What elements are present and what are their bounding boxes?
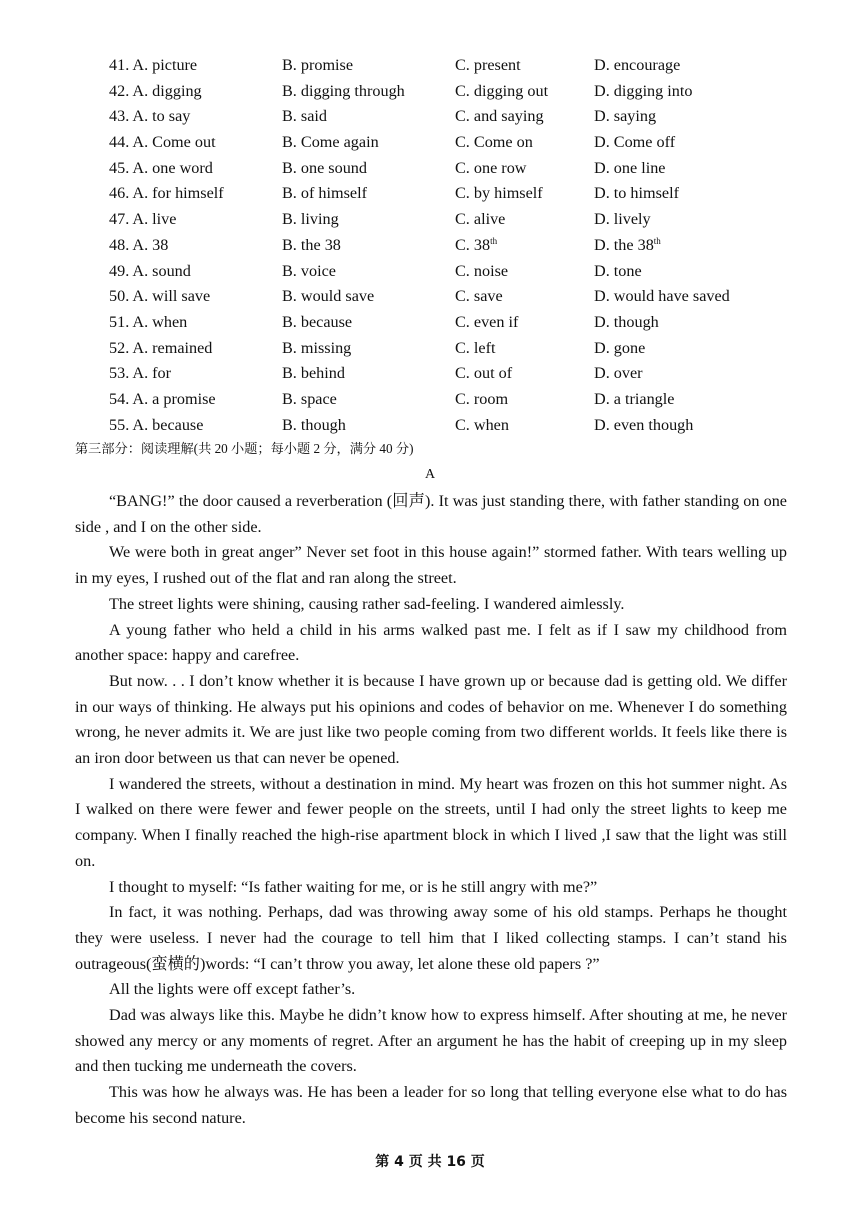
- section-title: 第三部分：阅读理解(共 20 小题；每小题 2 分，满分 40 分): [75, 441, 414, 456]
- ordinal-suffix: th: [490, 235, 498, 246]
- option-b: B. would save: [282, 287, 375, 306]
- option-a: 47. A. live: [109, 210, 177, 229]
- option-b: B. of himself: [282, 184, 367, 203]
- option-d: D. saying: [594, 107, 657, 126]
- question-row: [109, 130, 809, 156]
- option-c: C. digging out: [455, 81, 549, 100]
- option-c: C. save: [455, 287, 503, 306]
- option-a: 44. A. Come out: [109, 133, 216, 152]
- option-c: C. room: [455, 389, 509, 408]
- question-row: [109, 361, 809, 387]
- paragraph: Dad was always like this. Maybe he didn’t know how to express himself. After shouting at me, he never showed any mercy or any moments of regret. After an argument he has the habit of creeping up in my sleep and then tucking me underneath the covers.: [75, 1006, 787, 1076]
- question-row: [109, 233, 809, 259]
- paragraph: This was how he always was. He has been a leader for so long that telling everyone else what to do has become his second nature.: [75, 1083, 787, 1127]
- question-row: [109, 413, 809, 439]
- question-row: [109, 259, 809, 285]
- option-a: 42. A. digging: [109, 81, 202, 100]
- option-c: [455, 233, 497, 259]
- option-d: D. would have saved: [594, 287, 730, 306]
- option-b: B. voice: [282, 261, 336, 280]
- option-c: C. present: [455, 56, 521, 74]
- question-row: [109, 104, 809, 130]
- question-row: [109, 53, 809, 79]
- page-footer: 第 4 页 共 16 页: [375, 1154, 485, 1170]
- question-row: [109, 310, 809, 336]
- question-row: [109, 387, 809, 413]
- paragraph: But now. . . I don’t know whether it is because I have grown up or because dad is getting old. We differ in our ways of thinking. He always put his opinions and codes of behavior on me. Whenever I do something wrong, he never admits it. We are just like two people coming from two different worlds. It feels like there is an iron door between us that can never be opened.: [75, 671, 787, 768]
- paragraph: The street lights were shining, causing rather sad-feeling. I wandered aimlessly.: [109, 594, 625, 613]
- paragraph: A young father who held a child in his arms walked past me. I felt as if I saw my childhood from another space: happy and carefree.: [75, 620, 787, 665]
- option-a: 46. A. for himself: [109, 184, 224, 203]
- option-c: C. Come on: [455, 133, 533, 152]
- option-a: 51. A. when: [109, 312, 188, 331]
- paragraph: In fact, it was nothing. Perhaps, dad was throwing away some of his old stamps. Perhaps he thought they were useless. I never had the courage to tell him that I liked collecting stamps. I can’t stand his outrageous(蛮横的)words: “I can’t throw you away, let alone these old papers ?”: [75, 903, 787, 973]
- option-c: C. out of: [455, 364, 513, 383]
- paragraph: I wandered the streets, without a destination in mind. My heart was frozen on this hot summer night. As I walked on there were fewer and fewer people on the streets, until I had only the street lights to keep me company. When I finally reached the high-rise apartment block in which I lived ,I saw that the light was still on.: [75, 774, 787, 870]
- option-c: C. and saying: [455, 107, 544, 126]
- option-b: B. behind: [282, 364, 345, 383]
- option-d: D. even though: [594, 415, 694, 434]
- option-a: 53. A. for: [109, 364, 172, 383]
- option-a: 52. A. remained: [109, 338, 213, 357]
- option-d: D. a triangle: [594, 389, 675, 408]
- option-c: C. by himself: [455, 184, 543, 203]
- question-row: [109, 207, 809, 233]
- option-c: C. one row: [455, 158, 527, 177]
- ordinal-suffix: th: [653, 235, 661, 246]
- option-c: C. even if: [455, 312, 519, 331]
- option-a: 55. A. because: [109, 415, 204, 434]
- option-d: D. tone: [594, 261, 642, 280]
- paragraph: We were both in great anger” Never set foot in this house again!” stormed father. With tears welling up in my eyes, I rushed out of the flat and ran along the street.: [75, 543, 787, 588]
- option-d: D. digging into: [594, 81, 693, 100]
- option-b: B. Come again: [282, 133, 379, 152]
- paragraph: I thought to myself: “Is father waiting for me, or is he still angry with me?”: [109, 877, 598, 896]
- option-b: B. digging through: [282, 81, 405, 100]
- option-d-text: D. the 38: [594, 235, 654, 254]
- option-b: B. promise: [282, 56, 354, 74]
- option-b: B. said: [282, 107, 327, 126]
- option-a: 54. A. a promise: [109, 389, 216, 408]
- option-c: C. alive: [455, 210, 506, 229]
- question-row: [109, 156, 809, 182]
- paragraph: “BANG!” the door caused a reverberation (回声). It was just standing there, with father standing on one side , and I on the other side.: [75, 492, 787, 536]
- option-b: B. living: [282, 210, 339, 229]
- option-a: 43. A. to say: [109, 107, 191, 126]
- option-b: B. though: [282, 415, 346, 434]
- passage-label: A: [424, 467, 436, 482]
- option-a: 45. A. one word: [109, 158, 213, 177]
- option-d: [594, 233, 661, 259]
- cloze-options: [109, 53, 809, 438]
- option-a: 41. A. picture: [109, 56, 198, 74]
- option-d: D. one line: [594, 158, 666, 177]
- reading-passage: [75, 489, 787, 1132]
- option-d: D. encourage: [594, 56, 681, 74]
- question-row: [109, 181, 809, 207]
- option-c: C. noise: [455, 261, 509, 280]
- option-b: B. missing: [282, 338, 352, 357]
- option-a: 48. A. 38: [109, 235, 169, 254]
- option-a: 50. A. will save: [109, 287, 211, 306]
- question-row: [109, 284, 809, 310]
- option-d: D. to himself: [594, 184, 679, 203]
- option-c: C. when: [455, 415, 509, 434]
- option-d: D. lively: [594, 210, 651, 229]
- option-d: D. though: [594, 312, 659, 331]
- option-b: B. the 38: [282, 235, 341, 254]
- option-b: B. one sound: [282, 158, 367, 177]
- question-row: [109, 336, 809, 362]
- option-c-text: C. 38: [455, 235, 491, 254]
- paragraph: All the lights were off except father’s.: [109, 980, 356, 999]
- option-c: C. left: [455, 338, 496, 357]
- option-d: D. Come off: [594, 133, 676, 152]
- option-b: B. space: [282, 389, 337, 408]
- option-b: B. because: [282, 312, 353, 331]
- option-a: 49. A. sound: [109, 261, 191, 280]
- option-d: D. gone: [594, 338, 646, 357]
- question-row: [109, 79, 809, 105]
- option-d: D. over: [594, 364, 643, 383]
